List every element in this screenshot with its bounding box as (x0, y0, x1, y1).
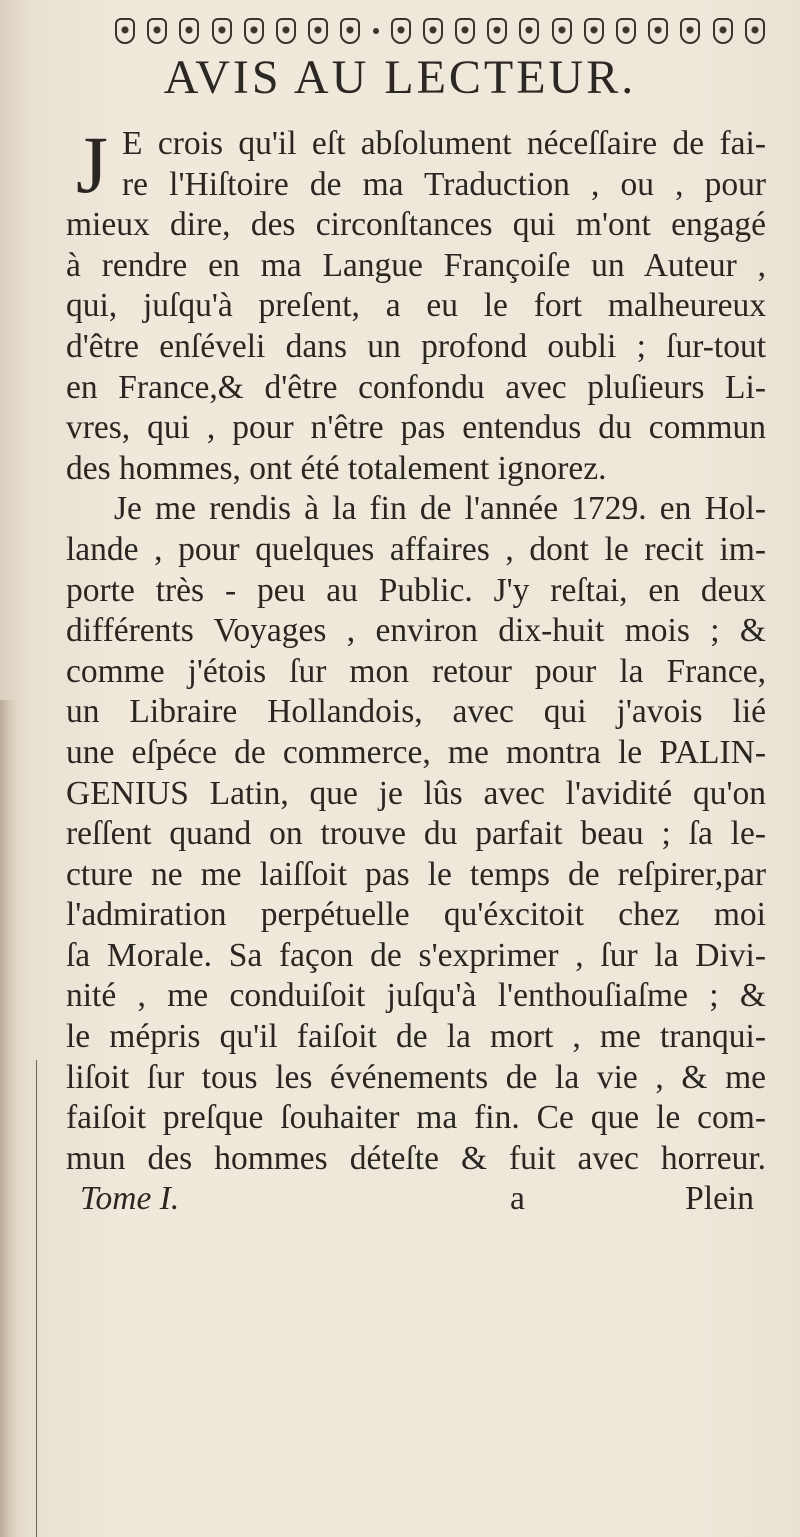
fleuron-icon (179, 18, 199, 44)
text-line: nité , me conduiſoit juſqu'à l'enthouſiaſme ; & (66, 977, 766, 1015)
text-line: en France,& d'être confondu avec pluſieurs Li- (66, 368, 766, 406)
fleuron-icon (616, 18, 636, 44)
page-margin-rule (36, 1060, 37, 1537)
page-gutter-shadow (0, 700, 18, 1537)
page-title: AVIS AU LECTEUR. (163, 51, 637, 104)
text-line: à rendre en ma Langue Françoiſe un Auteur , (66, 246, 766, 284)
ornament-dot-icon (373, 28, 379, 34)
text-line: lande , pour quelques affaires , dont le recit im- (66, 530, 766, 568)
text-line: une eſpéce de commerce, me montra le PALIN- (66, 733, 766, 771)
text-line: E crois qu'il eſt abſolument néceſſaire de fai- (122, 125, 766, 162)
text-line: des hommes, ont été totalement ignorez. (66, 449, 607, 487)
text-line: vres, qui , pour n'être pas entendus du commun (66, 409, 766, 447)
header-ornament-band (115, 14, 765, 48)
fleuron-icon (648, 18, 668, 44)
text-line: Je me rendis à la fin de l'année 1729. en Hol- (114, 490, 766, 528)
volume-label: Tome I. (80, 1180, 180, 1218)
fleuron-icon (713, 18, 733, 44)
text-line: qui, juſqu'à preſent, a eu le fort malheureux (66, 287, 766, 325)
paragraph-2 (66, 489, 766, 1179)
text-line: mieux dire, des circonſtances qui m'ont engagé (66, 206, 766, 244)
text-line: l'admiration perpétuelle qu'éxcitoit chez moi (66, 896, 766, 934)
signature-mark: a (510, 1180, 525, 1218)
fleuron-icon (244, 18, 264, 44)
fleuron-icon (680, 18, 700, 44)
catchword: Plein (685, 1180, 754, 1218)
text-line: faiſoit preſque ſouhaiter ma fin. Ce que le com- (66, 1099, 766, 1137)
fleuron-icon (745, 18, 765, 44)
page-footer (66, 1179, 766, 1220)
fleuron-icon (552, 18, 572, 44)
text-line: différents Voyages , environ dix-huit mois ; & (66, 612, 766, 650)
paragraph-1 (66, 119, 766, 489)
fleuron-icon (423, 18, 443, 44)
text-line: cture ne me laiſſoit pas le temps de reſpirer,par (66, 855, 766, 893)
fleuron-icon (487, 18, 507, 44)
text-line: porte très - peu au Public. J'y reſtai, en deux (66, 571, 766, 609)
fleuron-icon (519, 18, 539, 44)
fleuron-icon (455, 18, 475, 44)
text-line: GENIUS Latin, que je lûs avec l'avidité qu'on (66, 774, 766, 812)
fleuron-icon (212, 18, 232, 44)
fleuron-icon (340, 18, 360, 44)
fleuron-icon (147, 18, 167, 44)
text-line: ſa Morale. Sa façon de s'exprimer , ſur la Divi- (66, 936, 766, 974)
fleuron-icon (391, 18, 411, 44)
text-line: re l'Hiſtoire de ma Traduction , ou , pour (122, 165, 766, 203)
text-line: reſſent quand on trouve du parfait beau ; ſa le- (66, 815, 766, 853)
text-line: liſoit ſur tous les événements de la vie , & me (66, 1058, 766, 1096)
text-line: comme j'étois ſur mon retour pour la France, (66, 652, 766, 690)
fleuron-icon (308, 18, 328, 44)
fleuron-icon (584, 18, 604, 44)
drop-cap: J (76, 119, 108, 210)
fleuron-icon (276, 18, 296, 44)
text-line: d'être enſéveli dans un profond oubli ; ſur-tout (66, 327, 766, 365)
text-line: mun des hommes déteſte & fuit avec horreur. (66, 1139, 766, 1177)
fleuron-icon (115, 18, 135, 44)
body-text (66, 119, 766, 1220)
text-line: le mépris qu'il faiſoit de la mort , me tranqui- (66, 1018, 766, 1056)
text-line: un Libraire Hollandois, avec qui j'avois lié (66, 693, 766, 731)
